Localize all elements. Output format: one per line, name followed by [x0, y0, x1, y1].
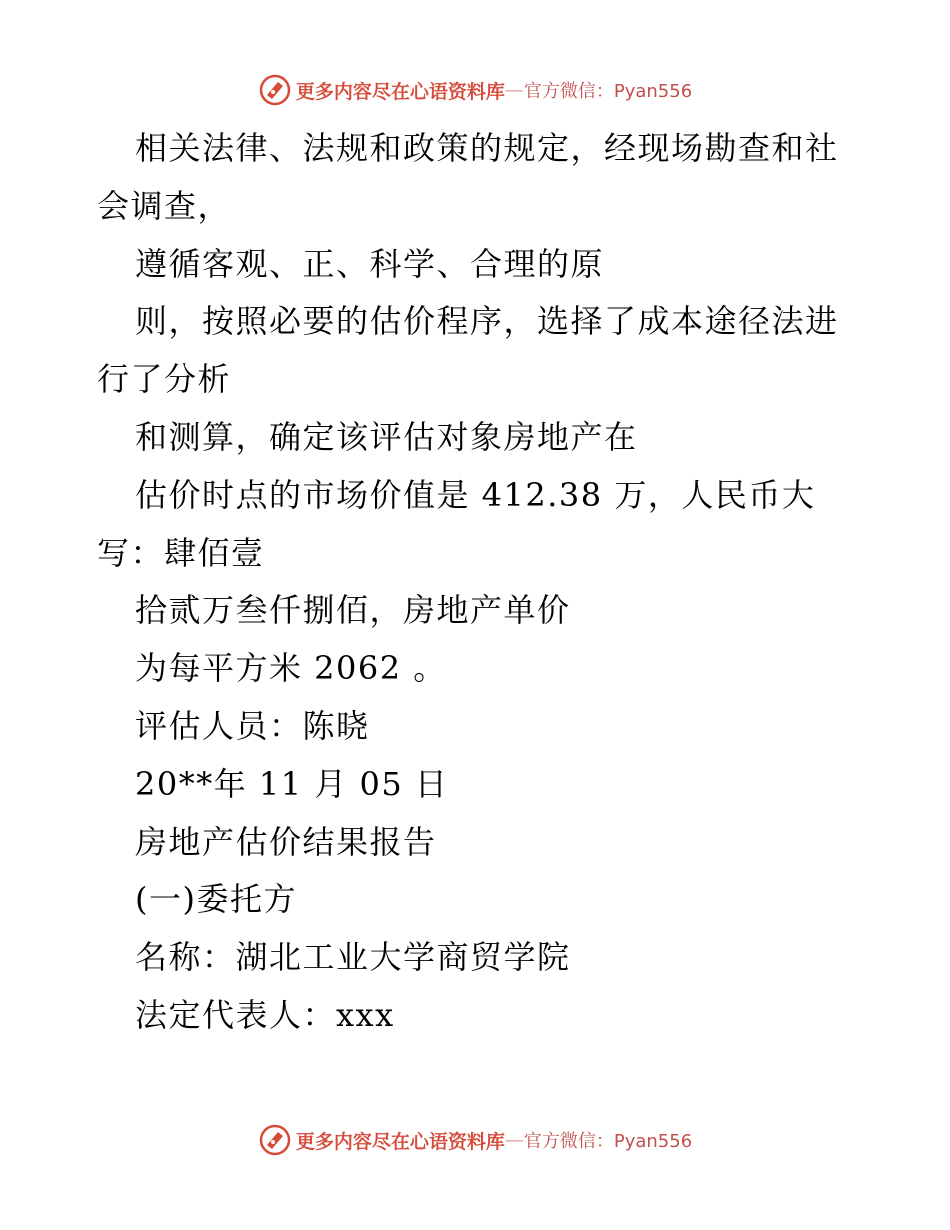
paragraph: 相关法律、法规和政策的规定，经现场勘查和社会调查， — [97, 129, 839, 225]
paragraph: 名称：湖北工业大学商贸学院 — [135, 938, 571, 977]
paragraph: 为每平方米 2062 。 — [135, 649, 447, 688]
section-title: 房地产估价结果报告 — [135, 822, 437, 861]
watermark-text: 更多内容尽在心语资料库 — [295, 80, 505, 103]
paragraph: 和测算，确定该评估对象房地产在 — [135, 417, 638, 456]
brand-logo-icon — [258, 73, 292, 107]
paragraph: 评估人员：陈晓 — [135, 706, 370, 745]
watermark-wechat: 官方微信：Pyan556 — [523, 81, 693, 102]
subsection-title: (一)委托方 — [135, 880, 297, 919]
paragraph: 遵循客观、正、科学、合理的原 — [135, 244, 605, 283]
watermark-text: 更多内容尽在心语资料库 — [295, 1130, 505, 1153]
watermark-separator: — — [504, 1129, 524, 1151]
paragraph: 法定代表人：xxx — [135, 995, 395, 1034]
brand-logo-icon — [258, 1123, 292, 1157]
watermark-wechat: 官方微信：Pyan556 — [523, 1131, 693, 1152]
paragraph: 估价时点的市场价值是 412.38 万，人民币大写：肆佰壹 — [97, 475, 816, 572]
paragraph: 20**年 11 月 05 日 — [135, 764, 449, 803]
paragraph: 拾贰万叁仟捌佰，房地产单价 — [135, 591, 571, 630]
document-body — [97, 120, 857, 1045]
paragraph: 则，按照必要的估价程序，选择了成本途径法进行了分析 — [97, 302, 839, 399]
watermark-header — [0, 70, 950, 110]
watermark-footer — [0, 1120, 950, 1160]
watermark-separator: — — [504, 79, 524, 101]
